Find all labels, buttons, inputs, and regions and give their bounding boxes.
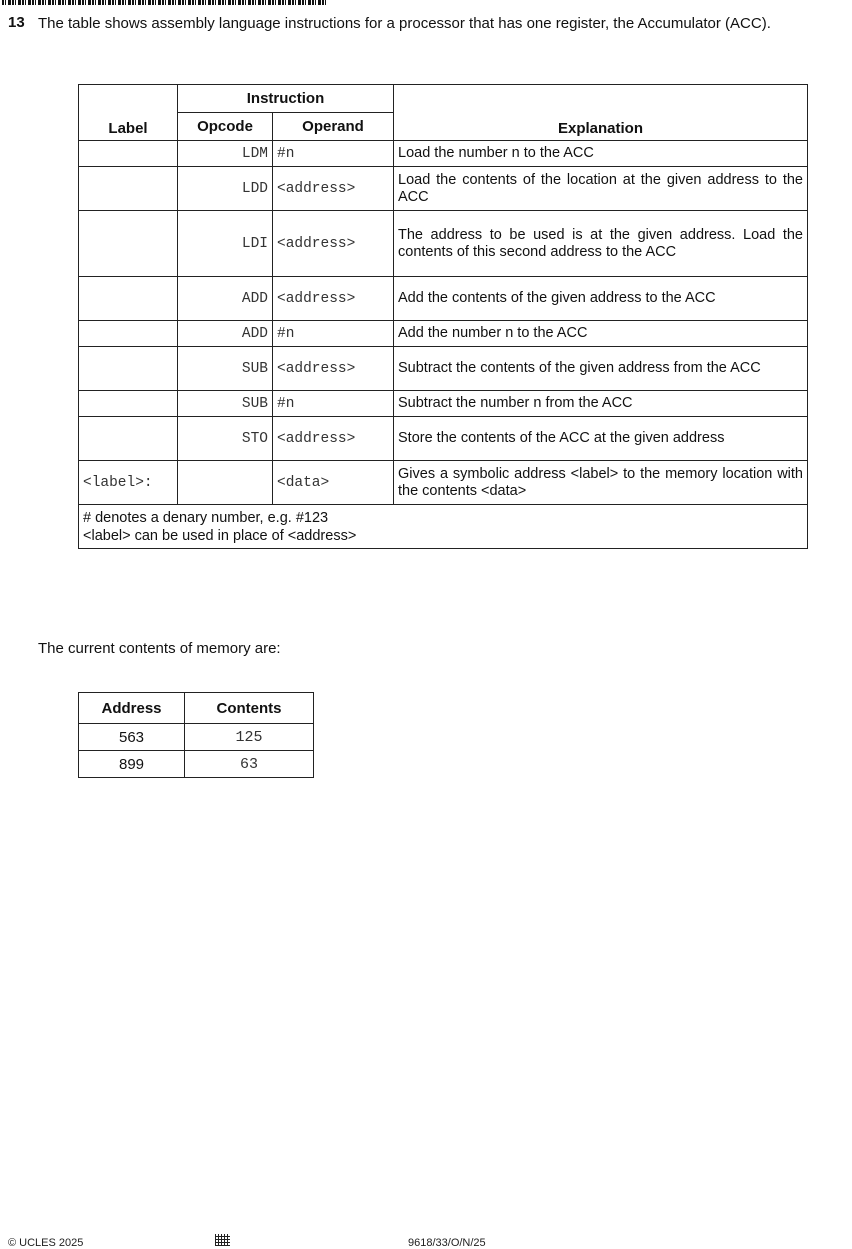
label-cell <box>79 277 178 321</box>
explanation-cell: Gives a symbolic address <label> to the memory location with the contents <data> <box>394 461 808 505</box>
note-line: # denotes a denary number, e.g. #123 <box>83 509 329 526</box>
barcode <box>2 0 326 5</box>
address-cell: 899 <box>79 751 185 778</box>
operand-cell: <data> <box>273 461 394 505</box>
label-cell <box>79 167 178 211</box>
opcode-cell: ADD <box>178 277 273 321</box>
table-row <box>79 347 808 391</box>
operand-cell: #n <box>273 141 394 167</box>
label-cell <box>79 417 178 461</box>
opcode-cell: LDD <box>178 167 273 211</box>
explanation-cell: The address to be used is at the given address. Load the contents of this second address to the ACC <box>394 211 808 277</box>
opcode-cell: LDI <box>178 211 273 277</box>
table-row <box>79 211 808 277</box>
opcode-cell: SUB <box>178 391 273 417</box>
table-row <box>79 724 314 751</box>
explanation-cell: Store the contents of the ACC at the given address <box>394 417 808 461</box>
label-cell <box>79 211 178 277</box>
label-cell: <label>: <box>79 461 178 505</box>
notes-cell <box>79 505 808 549</box>
header-address: Address <box>79 693 185 724</box>
table-row <box>79 321 808 347</box>
header-contents: Contents <box>185 693 314 724</box>
instruction-table <box>78 84 808 549</box>
header-operand: Operand <box>273 113 394 141</box>
operand-cell: #n <box>273 321 394 347</box>
operand-cell: #n <box>273 391 394 417</box>
paper-code-footer: 9618/33/O/N/25 <box>408 1237 486 1249</box>
opcode-cell: SUB <box>178 347 273 391</box>
copyright-footer: © UCLES 2025 <box>8 1237 84 1249</box>
operand-cell: <address> <box>273 347 394 391</box>
contents-cell: 125 <box>185 724 314 751</box>
table-row <box>79 277 808 321</box>
qr-code-icon <box>215 1234 230 1246</box>
question-number: 13 <box>8 14 25 31</box>
header-label: Label <box>79 85 178 141</box>
explanation-cell: Add the number n to the ACC <box>394 321 808 347</box>
operand-cell: <address> <box>273 277 394 321</box>
table-row <box>79 417 808 461</box>
label-cell <box>79 347 178 391</box>
operand-cell: <address> <box>273 167 394 211</box>
table-row <box>79 391 808 417</box>
table-row <box>79 167 808 211</box>
table-row <box>79 751 314 778</box>
contents-cell: 63 <box>185 751 314 778</box>
opcode-cell: STO <box>178 417 273 461</box>
explanation-cell: Add the contents of the given address to the ACC <box>394 277 808 321</box>
explanation-cell: Subtract the number n from the ACC <box>394 391 808 417</box>
address-cell: 563 <box>79 724 185 751</box>
header-instruction: Instruction <box>178 85 394 113</box>
question-text: The table shows assembly language instructions for a processor that has one register, the Accumulator (ACC). <box>38 15 771 32</box>
explanation-cell: Subtract the contents of the given address from the ACC <box>394 347 808 391</box>
memory-intro-text: The current contents of memory are: <box>38 640 281 657</box>
opcode-cell <box>178 461 273 505</box>
notes-row <box>79 505 808 549</box>
explanation-cell: Load the number n to the ACC <box>394 141 808 167</box>
label-cell <box>79 391 178 417</box>
table-row <box>79 141 808 167</box>
label-cell <box>79 321 178 347</box>
opcode-cell: ADD <box>178 321 273 347</box>
memory-table <box>78 692 314 778</box>
note-line: <label> can be used in place of <address> <box>83 527 357 544</box>
table-row <box>79 461 808 505</box>
header-opcode: Opcode <box>178 113 273 141</box>
label-cell <box>79 141 178 167</box>
explanation-cell: Load the contents of the location at the given address to the ACC <box>394 167 808 211</box>
header-explanation: Explanation <box>394 85 808 141</box>
operand-cell: <address> <box>273 211 394 277</box>
opcode-cell: LDM <box>178 141 273 167</box>
operand-cell: <address> <box>273 417 394 461</box>
